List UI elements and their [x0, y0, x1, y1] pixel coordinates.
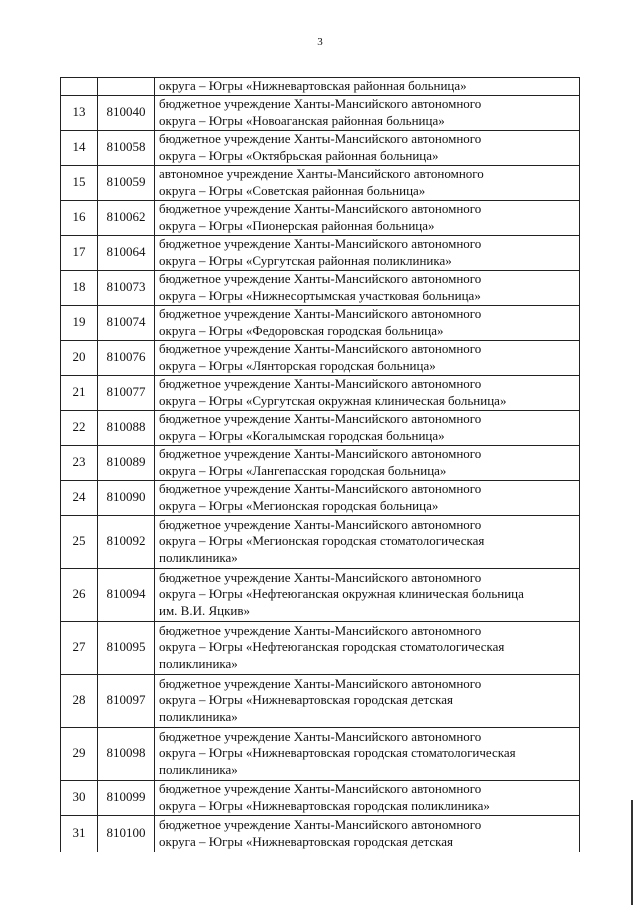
row-number-cell: 28 — [61, 674, 98, 727]
institution-name-cell: бюджетное учреждение Ханты-Мансийского автономного округа – Югры «Мегионская городская стоматологическая поликлиника» — [155, 515, 580, 568]
institution-name-cell: бюджетное учреждение Ханты-Мансийского автономного округа – Югры «Нижневартовская городская стоматологическая поликлиника» — [155, 727, 580, 780]
table-row — [61, 375, 580, 410]
institution-name-cell: бюджетное учреждение Ханты-Мансийского автономного округа – Югры «Нефтеюганская городская стоматологическая поликлиника» — [155, 621, 580, 674]
institution-name-cell: бюджетное учреждение Ханты-Мансийского автономного округа – Югры «Лянторская городская больница» — [155, 340, 580, 375]
institution-code-cell: 810100 — [98, 815, 155, 852]
table-row — [61, 445, 580, 480]
institution-name-cell: бюджетное учреждение Ханты-Мансийского автономного округа – Югры «Октябрьская районная больница» — [155, 130, 580, 165]
row-number-cell: 30 — [61, 780, 98, 815]
table-row — [61, 780, 580, 815]
row-number-cell: 14 — [61, 130, 98, 165]
row-number-cell: 31 — [61, 815, 98, 852]
table-row — [61, 410, 580, 445]
institution-code-cell: 810058 — [98, 130, 155, 165]
table-row — [61, 165, 580, 200]
institution-name-cell: бюджетное учреждение Ханты-Мансийского автономного округа – Югры «Нижневартовская городская детская поликлиника» — [155, 674, 580, 727]
institution-code-cell: 810092 — [98, 515, 155, 568]
table-row — [61, 95, 580, 130]
institution-code-cell: 810076 — [98, 340, 155, 375]
institutions-table-body — [61, 78, 580, 852]
institution-code-cell: 810098 — [98, 727, 155, 780]
institution-code-cell: 810040 — [98, 95, 155, 130]
institution-name-cell: бюджетное учреждение Ханты-Мансийского автономного округа – Югры «Сургутская окружная клиническая больница» — [155, 375, 580, 410]
row-number-cell: 20 — [61, 340, 98, 375]
institution-code-cell: 810090 — [98, 480, 155, 515]
institution-name-cell: округа – Югры «Нижневартовская районная больница» — [155, 78, 580, 96]
table-row — [61, 305, 580, 340]
row-number-cell: 29 — [61, 727, 98, 780]
table-row — [61, 78, 580, 96]
row-number-cell: 19 — [61, 305, 98, 340]
institution-name-cell: бюджетное учреждение Ханты-Мансийского автономного округа – Югры «Нижневартовская городская поликлиника» — [155, 780, 580, 815]
row-number-cell: 17 — [61, 235, 98, 270]
institution-code-cell: 810064 — [98, 235, 155, 270]
institution-name-cell: бюджетное учреждение Ханты-Мансийского автономного округа – Югры «Федоровская городская больница» — [155, 305, 580, 340]
institution-code-cell: 810094 — [98, 568, 155, 621]
institution-code-cell: 810095 — [98, 621, 155, 674]
table-row — [61, 815, 580, 852]
institution-name-cell: бюджетное учреждение Ханты-Мансийского автономного округа – Югры «Мегионская городская больница» — [155, 480, 580, 515]
institution-name-cell: бюджетное учреждение Ханты-Мансийского автономного округа – Югры «Пионерская районная больница» — [155, 200, 580, 235]
table-row — [61, 270, 580, 305]
table-row — [61, 200, 580, 235]
institution-code-cell: 810074 — [98, 305, 155, 340]
row-number-cell: 22 — [61, 410, 98, 445]
row-number-cell: 18 — [61, 270, 98, 305]
table-row — [61, 515, 580, 568]
institution-name-cell: бюджетное учреждение Ханты-Мансийского автономного округа – Югры «Когалымская городская больница» — [155, 410, 580, 445]
row-number-cell — [61, 78, 98, 96]
page-number: 3 — [317, 36, 323, 48]
table-row — [61, 340, 580, 375]
table-row — [61, 480, 580, 515]
table-row — [61, 235, 580, 270]
table-row — [61, 130, 580, 165]
institution-code-cell: 810089 — [98, 445, 155, 480]
institution-name-cell: бюджетное учреждение Ханты-Мансийского автономного округа – Югры «Сургутская районная поликлиника» — [155, 235, 580, 270]
table-row — [61, 621, 580, 674]
table-row — [61, 674, 580, 727]
row-number-cell: 15 — [61, 165, 98, 200]
institutions-table — [60, 77, 580, 852]
institution-code-cell: 810097 — [98, 674, 155, 727]
row-number-cell: 23 — [61, 445, 98, 480]
table-row — [61, 568, 580, 621]
institution-code-cell: 810088 — [98, 410, 155, 445]
row-number-cell: 21 — [61, 375, 98, 410]
institution-code-cell: 810099 — [98, 780, 155, 815]
row-number-cell: 25 — [61, 515, 98, 568]
row-number-cell: 26 — [61, 568, 98, 621]
institution-name-cell: бюджетное учреждение Ханты-Мансийского автономного округа – Югры «Новоаганская районная больница» — [155, 95, 580, 130]
row-number-cell: 13 — [61, 95, 98, 130]
row-number-cell: 24 — [61, 480, 98, 515]
institution-name-cell: бюджетное учреждение Ханты-Мансийского автономного округа – Югры «Лангепасская городская больница» — [155, 445, 580, 480]
table-row — [61, 727, 580, 780]
institution-code-cell: 810059 — [98, 165, 155, 200]
scan-edge-line — [631, 800, 633, 905]
institution-name-cell: бюджетное учреждение Ханты-Мансийского автономного округа – Югры «Нижнесортымская участковая больница» — [155, 270, 580, 305]
row-number-cell: 16 — [61, 200, 98, 235]
row-number-cell: 27 — [61, 621, 98, 674]
institution-code-cell — [98, 78, 155, 96]
institution-code-cell: 810077 — [98, 375, 155, 410]
institution-code-cell: 810062 — [98, 200, 155, 235]
institution-code-cell: 810073 — [98, 270, 155, 305]
institution-name-cell: бюджетное учреждение Ханты-Мансийского автономного округа – Югры «Нефтеюганская окружная клиническая больница им. В.И. Яцкив» — [155, 568, 580, 621]
institution-name-cell: автономное учреждение Ханты-Мансийского автономного округа – Югры «Советская районная больница» — [155, 165, 580, 200]
institution-name-cell: бюджетное учреждение Ханты-Мансийского автономного округа – Югры «Нижневартовская городская детская — [155, 815, 580, 852]
